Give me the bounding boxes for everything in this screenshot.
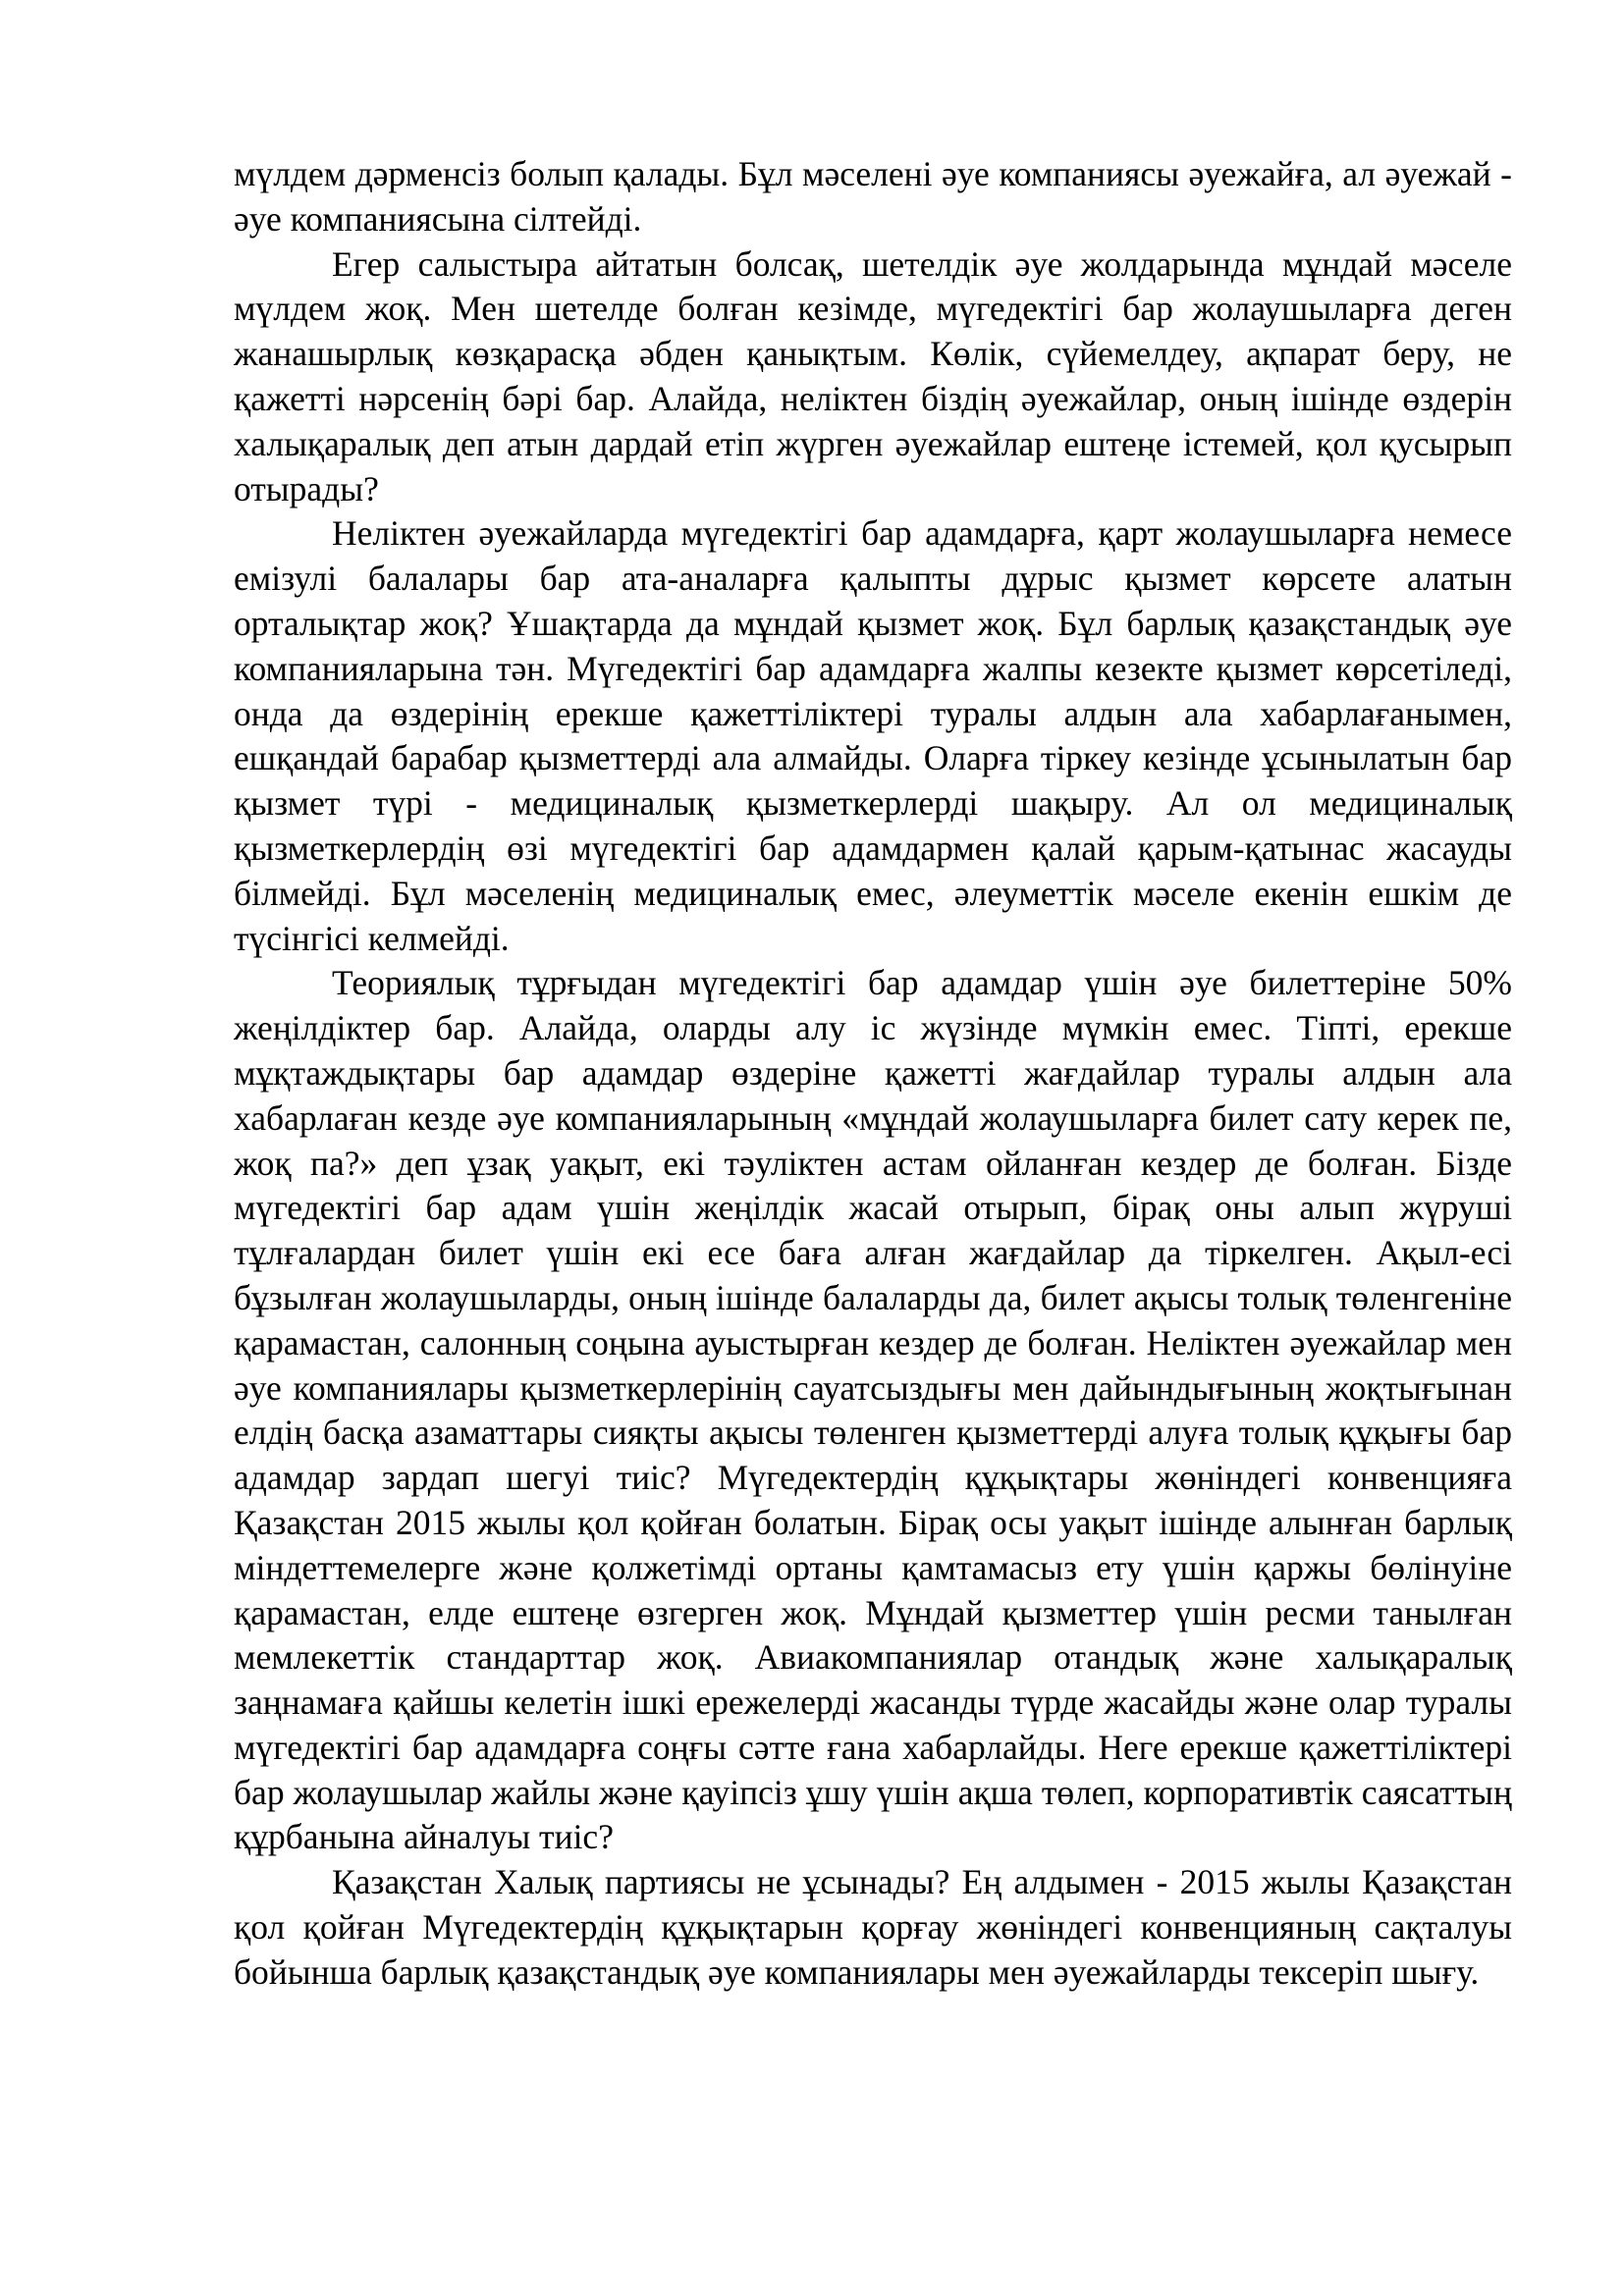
paragraph: Қазақстан Халық партиясы не ұсынады? Ең алдымен - 2015 жылы Қазақстан қол қойған Мүгедектердің құқықтарын қорғау жөніндегі конвенцияның сақталуы бойынша барлық қазақстандық әуе компаниялары мен әуежайларды тексеріп шығу. [234, 1862, 1512, 1992]
paragraph: Теориялық тұрғыдан мүгедектігі бар адамдар үшін әуе билеттеріне 50% жеңілдіктер бар. Алайда, оларды алу іс жүзінде мүмкін емес. Тіпті, ерекше мұқтаждықтары бар адамдар өздеріне қажетті жағдайлар туралы алдын ала хабарлаған кезде әуе компанияларының «мұндай жолаушыларға билет сату керек пе, жоқ па?» деп ұзақ уақыт, екі тәуліктен астам ойланған кездер де болған. Бізде мүгедектігі бар адам үшін жеңілдік жасай отырып, бірақ оны алып жүруші тұлғалардан билет үшін екі есе баға алған жағдайлар да тіркелген. Ақыл-есі бұзылған жолаушыларды, оның ішінде балаларды да, билет ақысы толық төленгеніне қарамастан, салонның соңына ауыстырған кездер де болған. Неліктен әуежайлар мен әуе компаниялары қызметкерлерінің сауатсыздығы мен дайындығының жоқтығынан елдің басқа азаматтары сияқты ақысы төленген қызметтерді алуға толық құқығы бар адамдар зардап шегуі тиіс? Мүгедектердің құқықтары жөніндегі конвенцияға Қазақстан 2015 жылы қол қойған болатын. Бірақ осы уақыт ішінде алынған барлық міндеттемелерге және қолжетімді ортаны қамтамасыз ету үшін қаржы бөлінуіне қарамастан, елде ештеңе өзгерген жоқ. Мұндай қызметтер үшін ресми танылған мемлекеттік стандарттар жоқ. Авиакомпаниялар отандық және халықаралық заңнамаға қайшы келетін ішкі ережелерді жасанды түрде жасайды және олар туралы мүгедектігі бар адамдарға соңғы сәтте ғана хабарлайды. Неге ерекше қажеттіліктері бар жолаушылар жайлы және қауіпсіз ұшу үшін ақша төлеп, корпоративтік саясаттың құрбанына айналуы тиіс? [234, 963, 1512, 1857]
paragraph: Егер салыстыра айтатын болсақ, шетелдік әуе жолдарында мұндай мәселе мүлдем жоқ. Мен шетелде болған кезімде, мүгедектігі бар жолаушыларға деген жанашырлық көзқарасқа әбден қанықтым. Көлік, сүйемелдеу, ақпарат беру, не қажетті нәрсенің бәрі бар. Алайда, неліктен біздің әуежайлар, оның ішінде өздерін халықаралық деп атын дардай етіп жүрген әуежайлар ештеңе істемей, қол қусырып отырады? [234, 243, 1512, 508]
paragraph-continuation: мүлдем дәрменсіз болып қалады. Бұл мәселені әуе компаниясы әуежайға, ал әуежай - әуе компаниясына сілтейді. [234, 154, 1512, 239]
document-body [234, 152, 1512, 1996]
paragraph: Неліктен әуежайларда мүгедектігі бар адамдарға, қарт жолаушыларға немесе емізулі балалары бар ата-аналарға қалыпты дұрыс қызмет көрсете алатын орталықтар жоқ? Ұшақтарда да мұндай қызмет жоқ. Бұл барлық қазақстандық әуе компанияларына тән. Мүгедектігі бар адамдарға жалпы кезекте қызмет көрсетіледі, онда да өздерінің ерекше қажеттіліктері туралы алдын ала хабарлағанымен, ешқандай барабар қызметтерді ала алмайды. Оларға тіркеу кезінде ұсынылатын бар қызмет түрі - медициналық қызметкерлерді шақыру. Ал ол медициналық қызметкерлердің өзі мүгедектігі бар адамдармен қалай қарым-қатынас жасауды білмейді. Бұл мәселенің медициналық емес, әлеуметтік мәселе екенін ешкім де түсінгісі келмейді. [234, 513, 1512, 958]
